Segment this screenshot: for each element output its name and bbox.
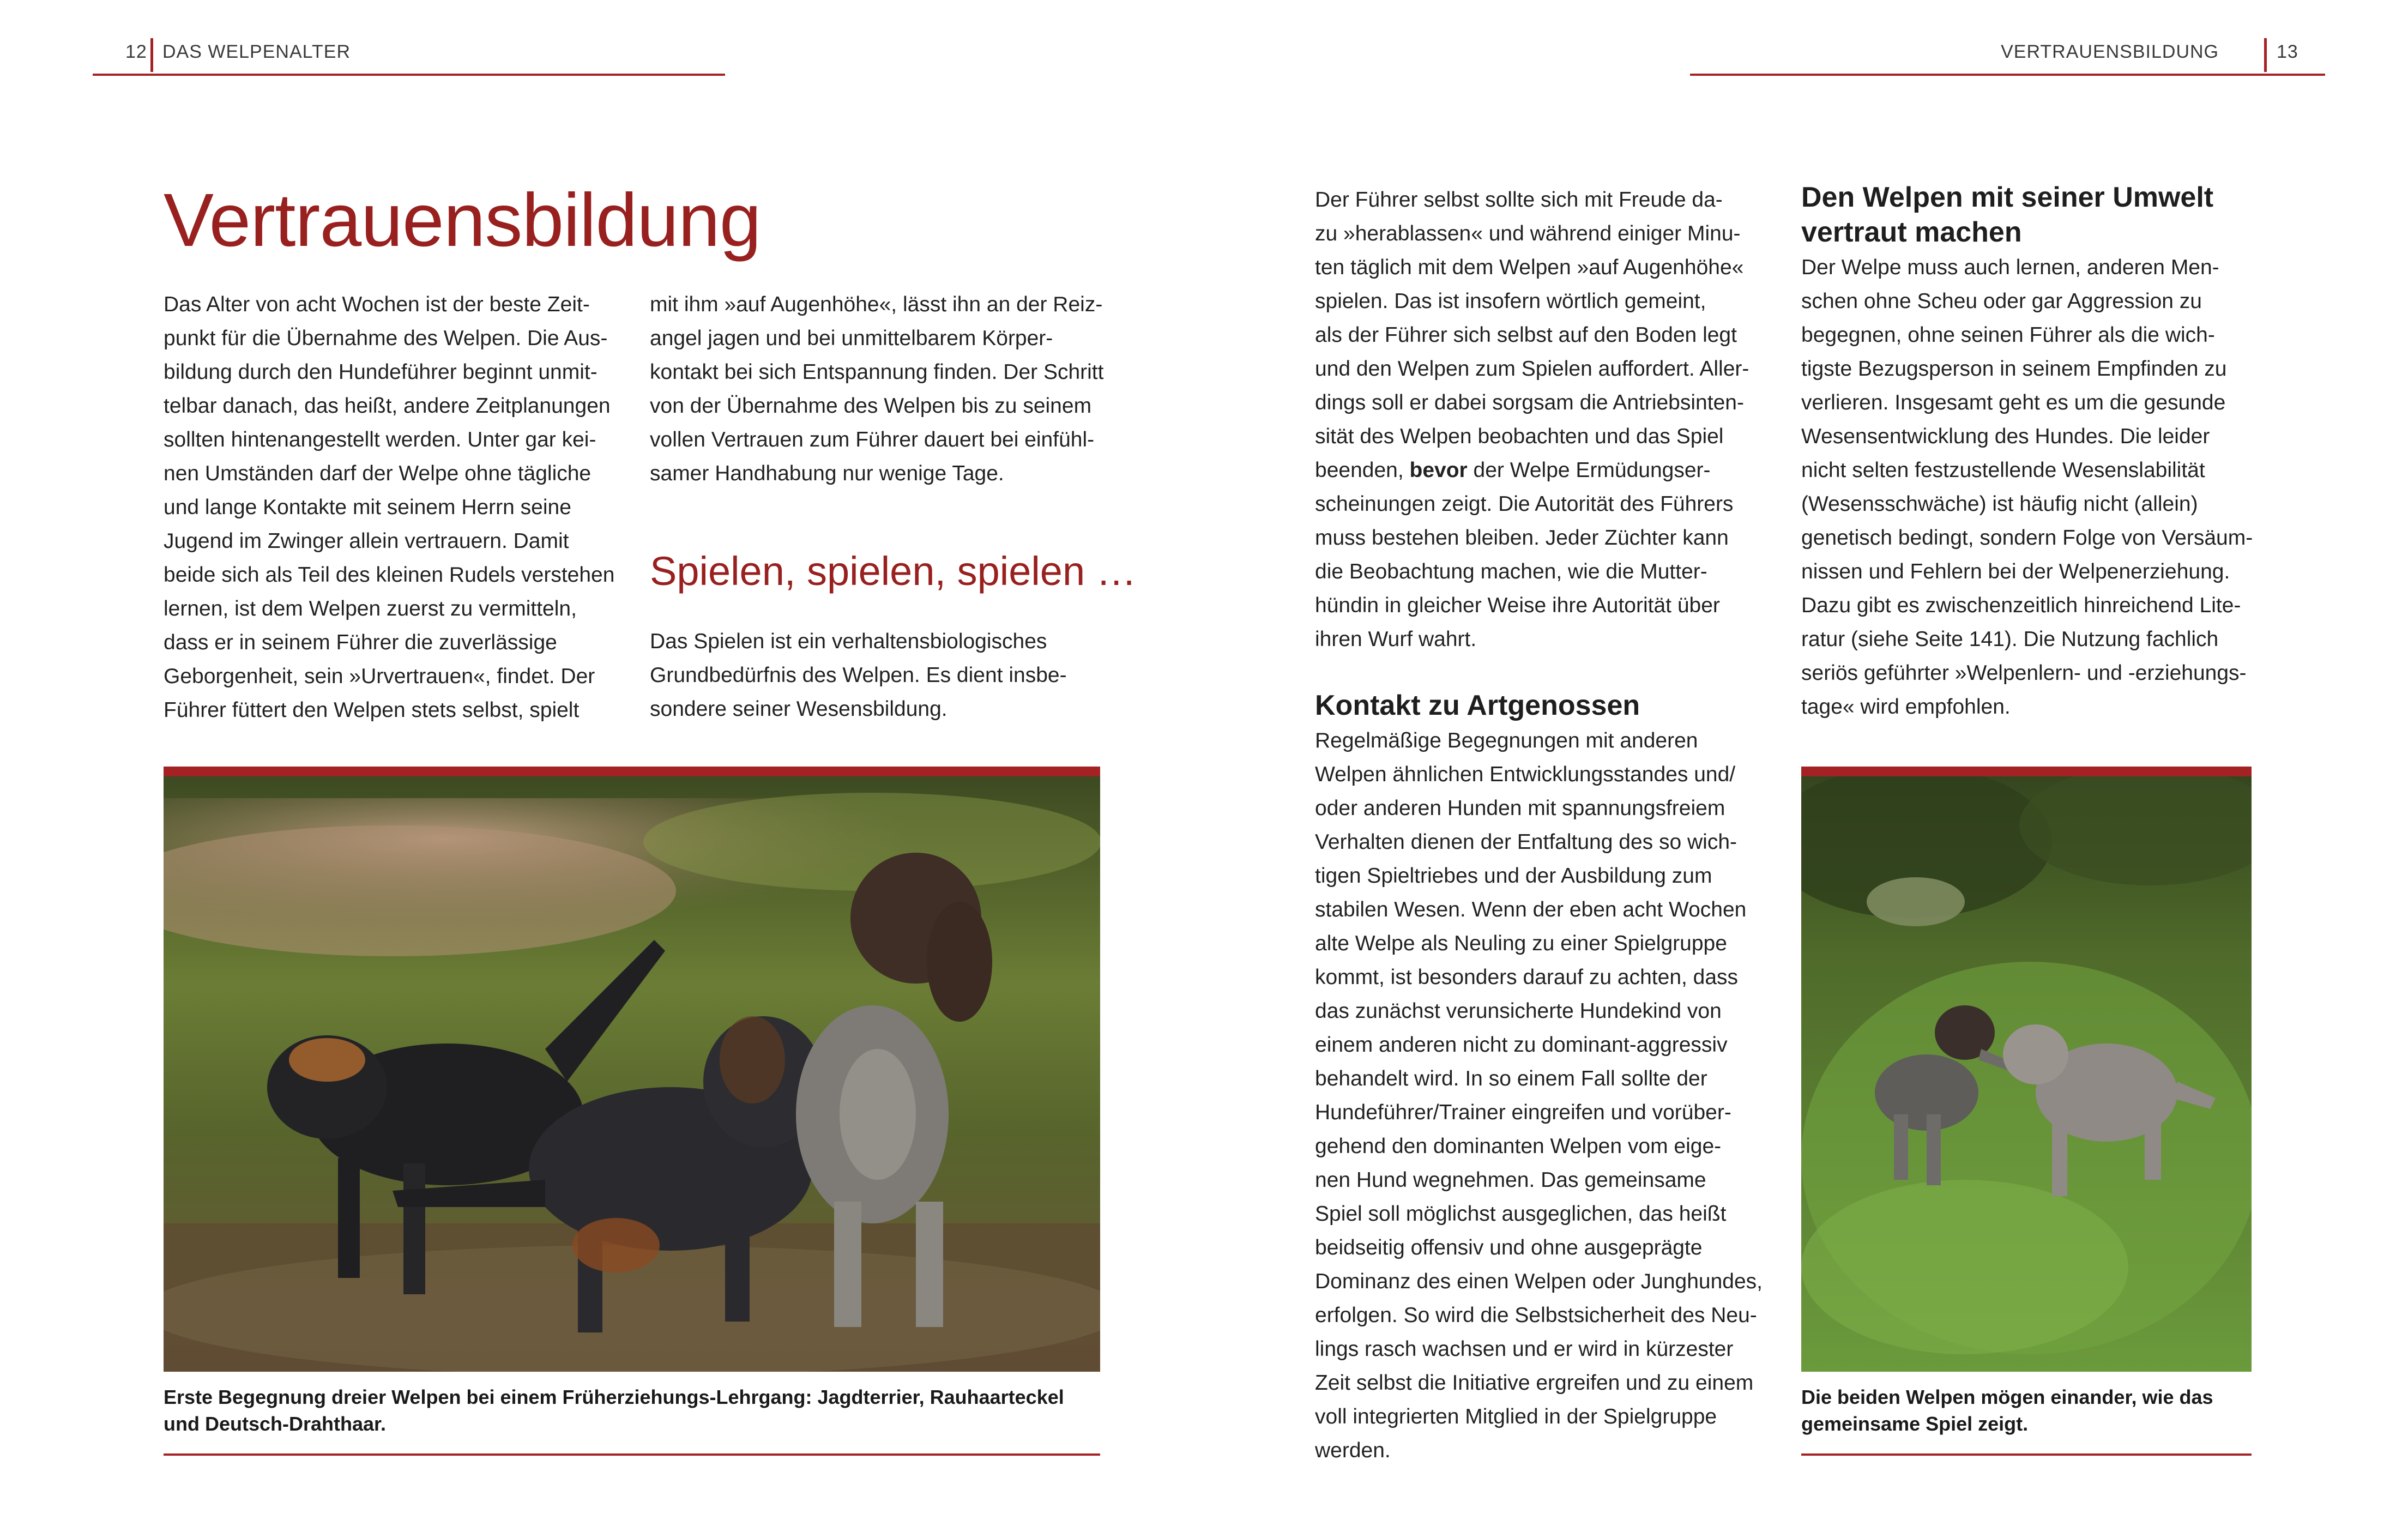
right-caption-rule — [1801, 1453, 2252, 1456]
text-line: (Wesensschwäche) ist häufig nicht (allein) — [1801, 492, 2198, 516]
left-running-head-text: DAS WELPENALTER — [162, 41, 351, 62]
heading-umwelt-line2: vertraut machen — [1801, 216, 2022, 248]
text-line: stabilen Wesen. Wenn der eben acht Wochen — [1315, 898, 1747, 921]
bevor-line-post: der Welpe Ermüdungser- — [1467, 459, 1711, 482]
left-running-head — [125, 38, 452, 71]
text-line: tage« wird empfohlen. — [1801, 695, 2011, 719]
bevor-word: bevor — [1409, 459, 1468, 482]
text-line: und den Welpen zum Spielen auffordert. Aller- — [1315, 357, 1749, 381]
text-line: nen Umständen darf der Welpe ohne tägliche — [164, 462, 592, 485]
right-photo-bar — [1801, 767, 2252, 776]
left-photo-bar — [164, 767, 1100, 776]
text-line: muss bestehen bleiben. Jeder Züchter kann — [1315, 526, 1729, 550]
text-line: erfolgen. So wird die Selbstsicherheit des Neu- — [1315, 1304, 1757, 1327]
right-running-head — [2001, 38, 2301, 71]
text-line: Das Alter von acht Wochen ist der beste Zeit- — [164, 293, 590, 316]
left-column-2 — [650, 288, 1119, 491]
text-line: hündin in gleicher Weise ihre Autorität über — [1315, 594, 1720, 617]
text-line: Der Welpe muss auch lernen, anderen Men- — [1801, 256, 2219, 279]
right-head-rule — [1690, 74, 2325, 76]
right-head-separator — [2264, 38, 2267, 72]
text-line: seriös geführter »Welpenlern- und -erziehungs- — [1801, 661, 2247, 685]
text-line: begegnen, ohne seinen Führer als die wich- — [1801, 323, 2215, 347]
right-photo-caption: Die beiden Welpen mögen einander, wie das gemeinsame Spiel zeigt. — [1801, 1386, 2213, 1435]
text-line: kommt, ist besonders darauf zu achten, dass — [1315, 966, 1739, 989]
text-line: Führer füttert den Welpen stets selbst, spielt — [164, 698, 580, 722]
text-line: gehend den dominanten Welpen vom eige- — [1315, 1135, 1722, 1158]
left-head-rule — [93, 74, 725, 76]
text-line: Wesensentwicklung des Hundes. Die leider — [1801, 425, 2210, 448]
text-line: kontakt bei sich Entspannung finden. Der Schritt — [650, 360, 1104, 384]
text-line: genetisch bedingt, sondern Folge von Versäum- — [1801, 526, 2253, 550]
text-line: beidseitig offensiv und ohne ausgeprägte — [1315, 1236, 1703, 1259]
text-line: vollen Vertrauen zum Führer dauert bei einfühl- — [650, 428, 1095, 451]
text-line: samer Handhabung nur wenige Tage. — [650, 462, 1004, 485]
left-caption-rule — [164, 1453, 1100, 1456]
text-line: die Beobachtung machen, wie die Mutter- — [1315, 560, 1707, 583]
text-line: Jugend im Zwinger allein vertrauern. Damit — [164, 529, 569, 553]
text-line: das zunächst verunsicherte Hundekind von — [1315, 999, 1722, 1023]
puppies-photo-image — [164, 776, 1100, 1372]
text-line: nen Hund wegnehmen. Das gemeinsame — [1315, 1168, 1706, 1192]
text-line: behandelt wird. In so einem Fall sollte der — [1315, 1067, 1707, 1090]
text-line: Grundbedürfnis des Welpen. Es dient insbe- — [650, 664, 1067, 687]
right-column-2 — [1801, 251, 2292, 724]
text-line: dings soll er dabei sorgsam die Antriebsinten- — [1315, 391, 1744, 414]
subheading-spielen: Spielen, spielen, spielen … — [650, 548, 1137, 594]
text-line: sondere seiner Wesensbildung. — [650, 697, 947, 721]
heading-umwelt-line1: Den Welpen mit seiner Umwelt — [1801, 182, 2214, 213]
puppies-photo — [164, 776, 1100, 1372]
playing-puppies-photo — [1801, 776, 2252, 1372]
text-line: ratur (siehe Seite 141). Die Nutzung fachlich — [1801, 628, 2219, 651]
text-line: werden. — [1315, 1439, 1391, 1462]
text-line: lernen, ist dem Welpen zuerst zu vermitteln, — [164, 597, 577, 620]
text-line: Der Führer selbst sollte sich mit Freude da- — [1315, 188, 1723, 212]
text-line: tigste Bezugsperson in seinem Empfinden zu — [1801, 357, 2227, 381]
text-line: lings rasch wachsen und er wird in kürzester — [1315, 1337, 1734, 1361]
text-line: einem anderen nicht zu dominant-aggressiv — [1315, 1033, 1728, 1057]
text-line: verlieren. Insgesamt geht es um die gesunde — [1801, 391, 2226, 414]
bevor-line-pre: beenden, — [1315, 459, 1410, 482]
text-line: Das Spielen ist ein verhaltensbiologisches — [650, 630, 1047, 653]
text-line: tigen Spieltriebes und der Ausbildung zum — [1315, 864, 1712, 888]
right-column-1c — [1315, 724, 1784, 1468]
left-column-1 — [164, 288, 615, 727]
text-line: als der Führer sich selbst auf den Boden legt — [1315, 323, 1737, 347]
text-line: ihren Wurf wahrt. — [1315, 628, 1477, 651]
right-running-head-text: VERTRAUENSBILDUNG — [2001, 41, 2219, 62]
text-line: mit ihm »auf Augenhöhe«, lässt ihn an der Reiz- — [650, 293, 1103, 316]
right-column-1-bevor-line — [1315, 454, 1773, 487]
text-line: zu »herablassen« und während einiger Minu- — [1315, 222, 1741, 245]
left-photo-caption: Erste Begegnung dreier Welpen bei einem Früherziehungs-Lehrgang: Jagdterrier, Rauhaarteckel und Deutsch-Drahthaar. — [164, 1386, 1064, 1435]
text-line: spielen. Das ist insofern wörtlich gemeint, — [1315, 289, 1706, 313]
text-line: Geborgenheit, sein »Urvertrauen«, findet. Der — [164, 665, 595, 688]
text-line: dass er in seinem Führer die zuverlässige — [164, 631, 557, 654]
text-line: Dazu gibt es zwischenzeitlich hinreichend Lite- — [1801, 594, 2241, 617]
text-line: oder anderen Hunden mit spannungsfreiem — [1315, 797, 1725, 820]
text-line: nissen und Fehlern bei der Welpenerziehung. — [1801, 560, 2230, 583]
text-line: alte Welpe als Neuling zu einer Spielgruppe — [1315, 932, 1727, 955]
text-line: bildung durch den Hundeführer beginnt unmit- — [164, 360, 598, 384]
text-line: sität des Welpen beobachten und das Spiel — [1315, 425, 1724, 448]
playing-puppies-photo-image — [1801, 776, 2252, 1372]
text-line: Spiel soll möglichst ausgeglichen, das heißt — [1315, 1202, 1727, 1226]
right-page-number: 13 — [2277, 41, 2298, 62]
right-column-1a — [1315, 183, 1773, 454]
right-column-1b — [1315, 487, 1773, 656]
page-title: Vertrauensbildung — [164, 178, 761, 262]
text-line: voll integrierten Mitglied in der Spielgruppe — [1315, 1405, 1717, 1428]
text-line: sollten hintenangestellt werden. Unter gar kei- — [164, 428, 596, 451]
text-line: Regelmäßige Begegnungen mit anderen — [1315, 729, 1698, 752]
text-line: telbar danach, das heißt, andere Zeitplanungen — [164, 394, 611, 418]
text-line: Welpen ähnlichen Entwicklungsstandes und/ — [1315, 763, 1736, 786]
text-line: Zeit selbst die Initiative ergreifen und zu einem — [1315, 1371, 1754, 1395]
text-line: schen ohne Scheu oder gar Aggression zu — [1801, 289, 2202, 313]
text-line: Dominanz des einen Welpen oder Junghundes, — [1315, 1270, 1763, 1293]
left-column-2b — [650, 625, 1119, 726]
text-line: beide sich als Teil des kleinen Rudels verstehen — [164, 563, 615, 587]
heading-kontakt: Kontakt zu Artgenossen — [1315, 690, 1640, 721]
text-line: scheinungen zeigt. Die Autorität des Führers — [1315, 492, 1734, 516]
text-line: nicht selten festzustellende Wesenslabilität — [1801, 459, 2205, 482]
left-page-number: 12 — [125, 41, 147, 62]
text-line: von der Übernahme des Welpen bis zu seinem — [650, 394, 1092, 418]
text-line: angel jagen und bei unmittelbarem Körper- — [650, 327, 1053, 350]
heading-umwelt — [1801, 180, 2292, 250]
text-line: punkt für die Übernahme des Welpen. Die Aus- — [164, 327, 608, 350]
left-head-separator — [150, 38, 153, 72]
text-line: ten täglich mit dem Welpen »auf Augenhöhe« — [1315, 256, 1744, 279]
text-line: Hundeführer/Trainer eingreifen und vorüber- — [1315, 1101, 1731, 1124]
text-line: Verhalten dienen der Entfaltung des so wich- — [1315, 830, 1737, 854]
text-line: und lange Kontakte mit seinem Herrn seine — [164, 496, 571, 519]
